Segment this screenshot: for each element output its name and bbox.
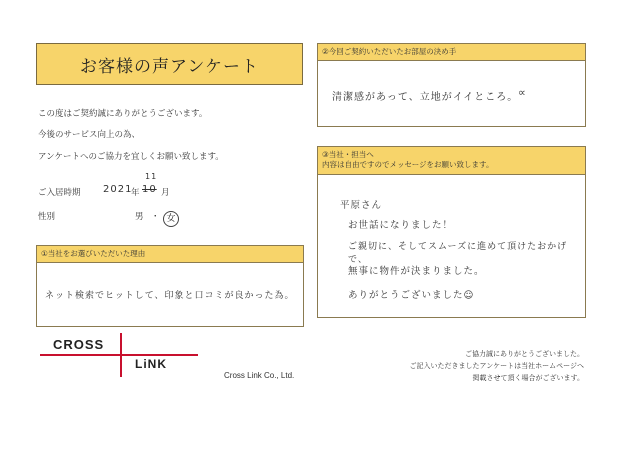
q3-line-3: ご親切に、そしてスムーズに進めて頂けたおかげで、	[348, 242, 568, 265]
q1-panel	[36, 245, 304, 327]
logo	[40, 333, 200, 378]
move-in-label: ご入居時期	[38, 188, 81, 198]
q3-heading-line2: 内容は自由ですのでメッセージをお願い致します。	[322, 160, 494, 169]
footer-line-3: 掲載させて頂く場合がございます。	[472, 374, 584, 382]
gender-male: 男	[135, 212, 144, 222]
gender-female-circled	[163, 206, 179, 227]
logo-vertical-line	[120, 333, 122, 377]
gender-female: 女	[163, 211, 179, 227]
q1-answer: ネット検索でヒットして、印象と口コミが良かった為。	[45, 291, 295, 301]
company-name: Cross Link Co., Ltd.	[224, 371, 295, 380]
q2-panel	[317, 43, 586, 127]
q3-heading	[318, 147, 585, 175]
fish-doodle-icon: ∝	[518, 86, 526, 99]
logo-horizontal-line	[40, 354, 198, 356]
gender-dot: ・	[151, 212, 160, 222]
logo-word-link: LiNK	[135, 357, 167, 371]
q3-line-1: 平原さん	[340, 200, 383, 211]
gender-label: 性別	[38, 212, 56, 222]
intro-line-3: アンケートへのご協力を宜しくお願い致します。	[38, 152, 224, 162]
q2-heading: ②今回ご契約いただいたお部屋の決め手	[318, 44, 585, 61]
q2-answer: 清潔感があって、立地がイイところ。	[332, 92, 519, 103]
q3-panel	[317, 146, 586, 318]
q3-heading-line1: ③当社・担当へ	[322, 150, 374, 159]
logo-word-cross: CROSS	[53, 337, 105, 352]
footer-line-1: ご協力誠にありがとうございました。	[465, 350, 584, 358]
intro-line-2: 今後のサービス向上の為、	[38, 130, 141, 140]
q3-line-5: ありがとうございました☺	[348, 290, 475, 301]
intro-line-1: この度はご契約誠にありがとうございます。	[38, 109, 208, 119]
month-unit: 月	[161, 188, 170, 198]
move-in-month: 10	[142, 184, 157, 195]
q1-heading: ①当社をお選びいただいた理由	[37, 246, 303, 263]
move-in-year: 2021	[103, 184, 133, 195]
footer-line-2: ご記入いただきましたアンケートは当社ホームページへ	[409, 362, 584, 370]
q3-line-2: お世話になりました！	[348, 220, 454, 231]
year-unit: 年	[131, 188, 140, 198]
q3-line-4: 無事に物件が決まりました。	[348, 266, 485, 277]
month-correction: 11	[145, 172, 158, 181]
page-title: お客様の声アンケート	[36, 43, 303, 85]
